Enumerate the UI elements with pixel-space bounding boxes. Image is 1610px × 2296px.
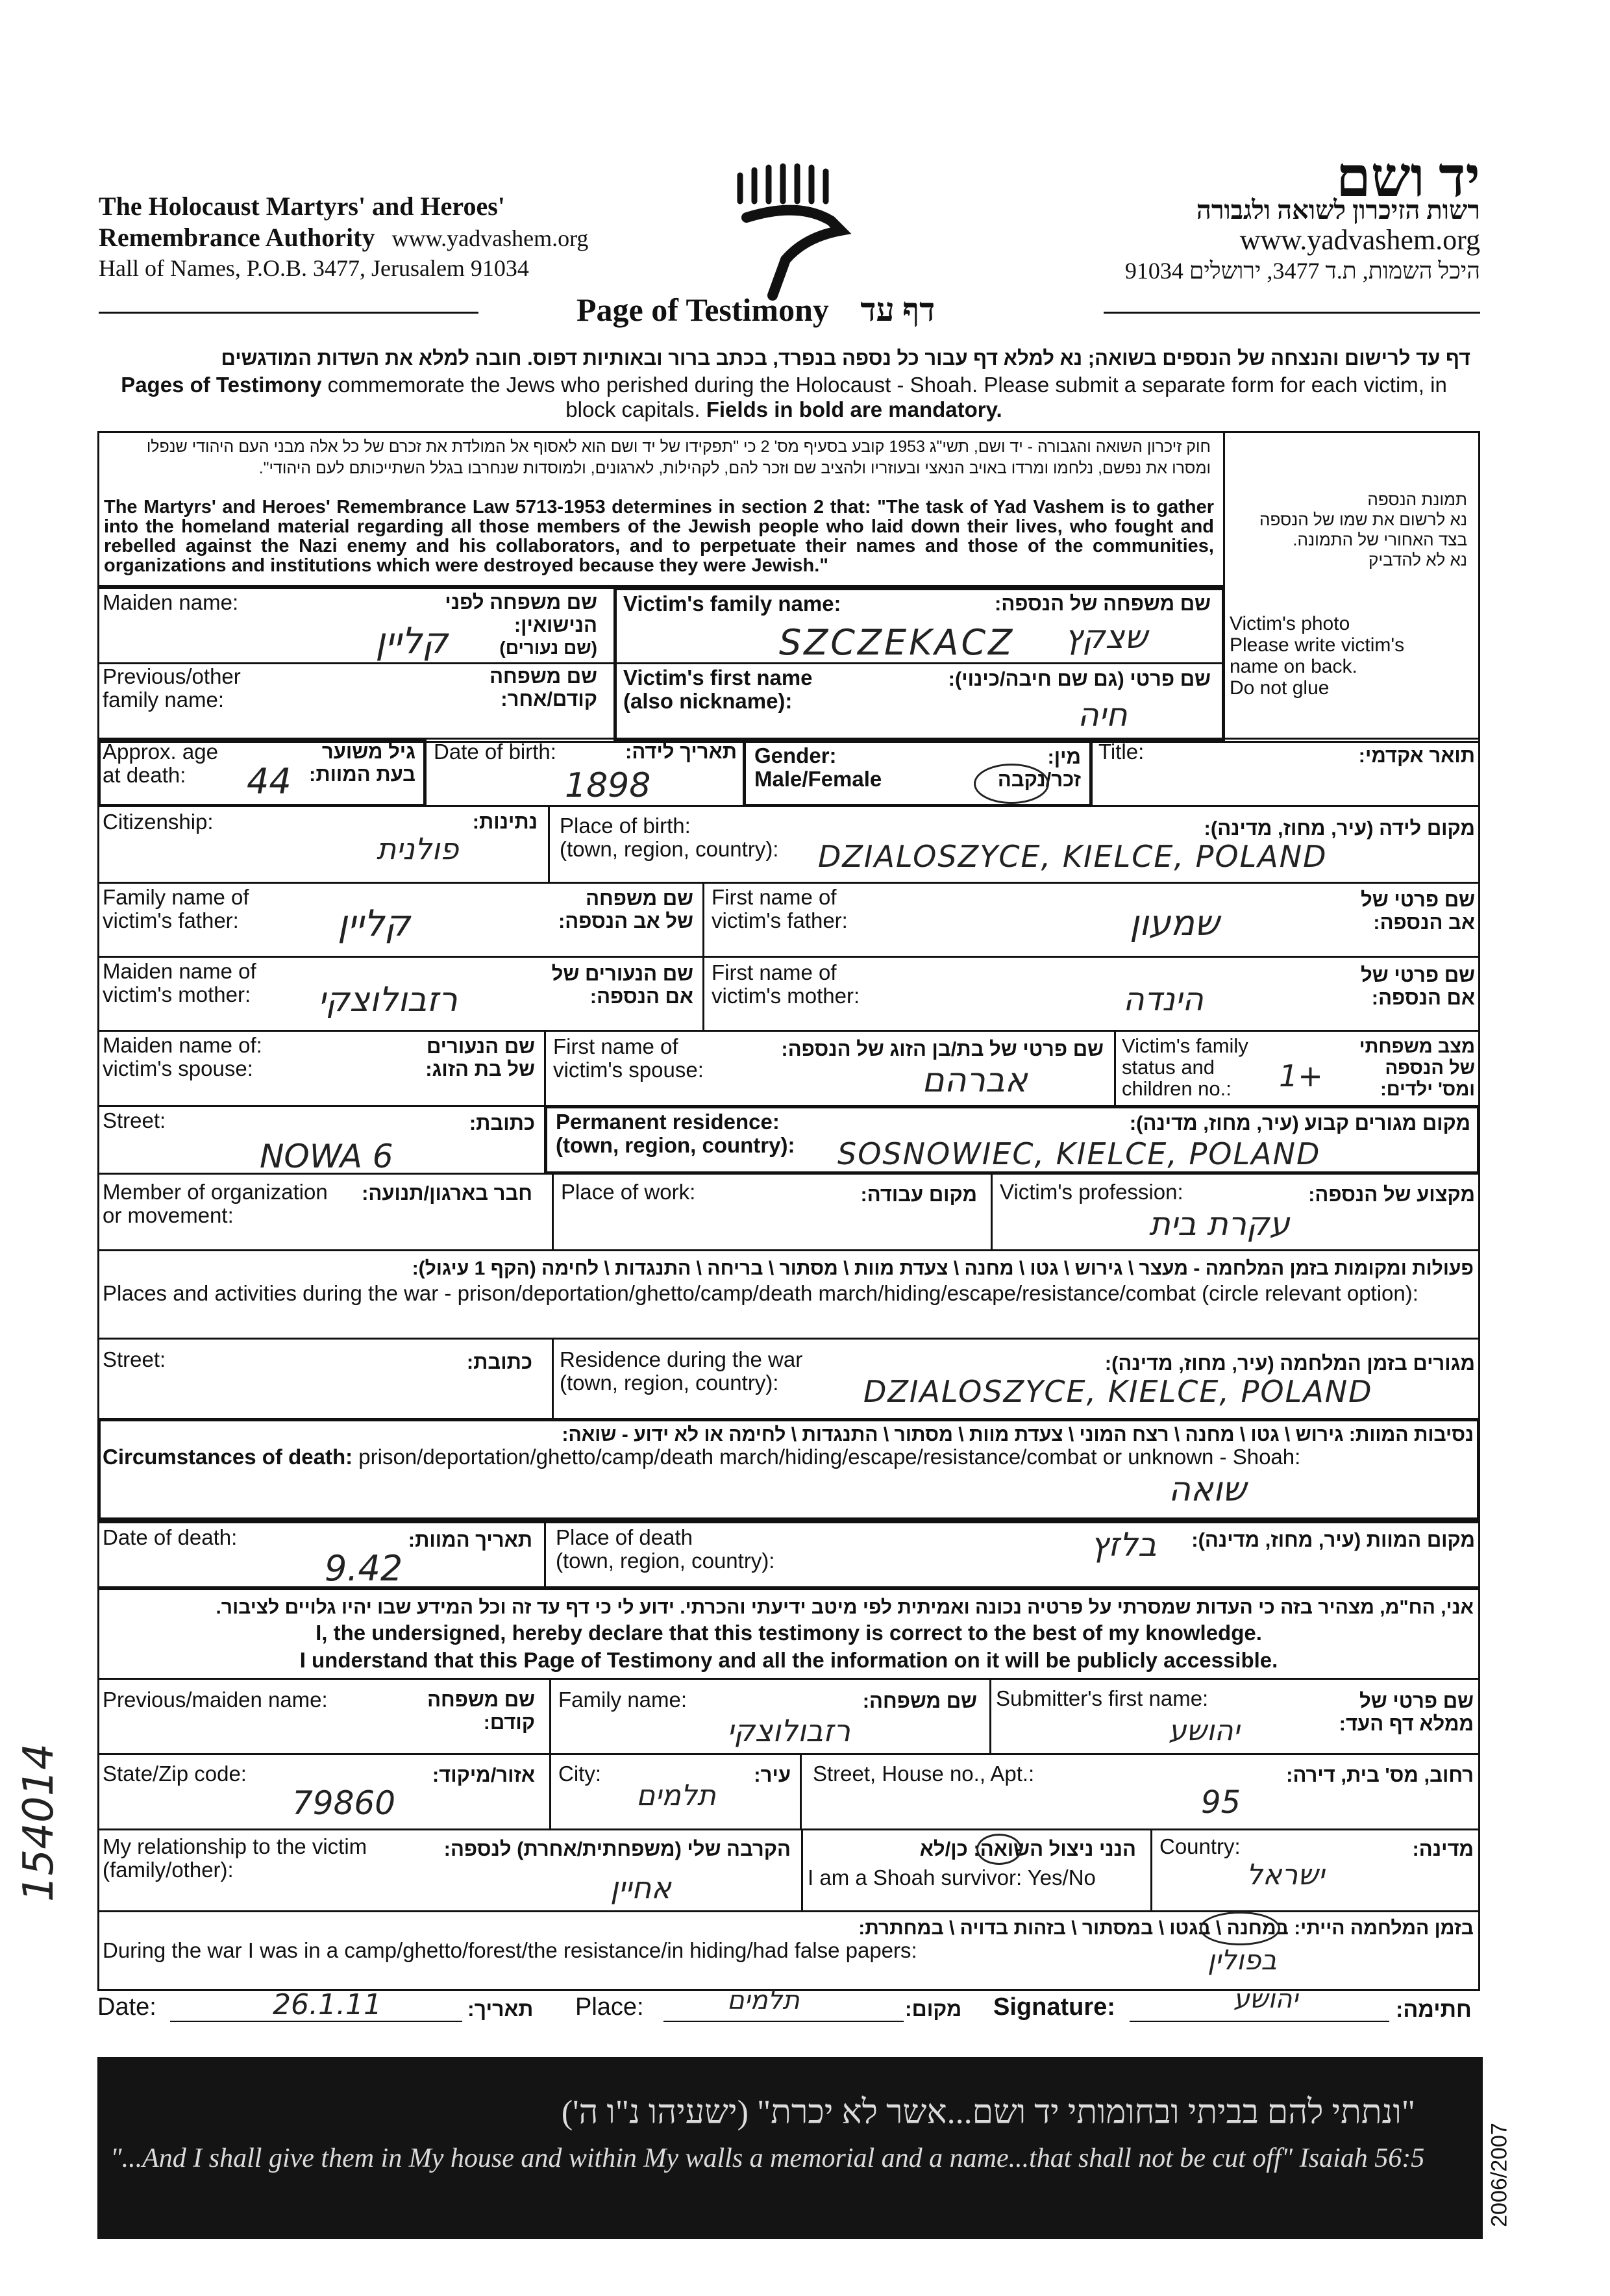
permanent-residence-value[interactable]: SOSNOWIEC, KIELCE, POLAND (837, 1136, 1321, 1171)
citizenship-value[interactable]: פולנית (377, 831, 459, 866)
photo-english (1230, 613, 1404, 699)
previous-family-name-he-2: קודם/אחר: (501, 688, 597, 710)
yad-vashem-logo-icon (727, 156, 857, 305)
profession-label: Victim's profession: (1000, 1180, 1183, 1204)
permanent-residence-label-2: (town, region, country): (556, 1133, 795, 1157)
photo-en-2: Please write victim's (1230, 634, 1405, 656)
submitter-street-he: רחוב, מס' בית, דירה: (1286, 1764, 1474, 1786)
divider (801, 1828, 803, 1910)
profession-value[interactable]: עקרת בית (1149, 1205, 1290, 1243)
family-status-value[interactable]: 1+ (1279, 1058, 1323, 1093)
submitter-street-value[interactable]: 95 (1201, 1784, 1241, 1821)
victim-first-name-value[interactable]: חיה (1078, 696, 1128, 734)
spouse-maiden-he-1: שם הנעורים (426, 1035, 535, 1058)
previous-family-name-label-1: Previous/other (103, 664, 241, 688)
intro-english (97, 373, 1470, 422)
photo-en-4: Do not glue (1230, 677, 1330, 699)
citizenship-he: נתינות: (472, 810, 538, 833)
mother-first-he-1: שם פרטי של (1361, 964, 1475, 986)
previous-family-name-he-1: שם משפחה (489, 665, 597, 688)
submitter-family-name-value[interactable]: רזבולוצקי (727, 1713, 850, 1748)
zip-he: אזור/מיקוד: (432, 1764, 535, 1786)
submitter-prev-name-he-1: שם משפחה (427, 1688, 535, 1711)
photo-he-1: תמונת הנספה (1367, 490, 1467, 509)
place-of-work-label: Place of work: (561, 1180, 696, 1204)
permanent-residence-label-1: Permanent residence: (556, 1110, 780, 1134)
place-of-work-he: מקום עבודה: (860, 1183, 977, 1206)
divider (989, 1678, 991, 1753)
header-right-line1: רשות הזיכרון לשואה ולגבורה (1196, 195, 1480, 225)
header-left-rule (99, 312, 478, 314)
declaration-en-1: I, the undersigned, hereby declare that this testimony is correct to the best of my knowledge. (316, 1621, 1262, 1645)
place-he: מקום: (905, 1997, 962, 2021)
year-label: 2006/2007 (1487, 2123, 1512, 2227)
photo-en-1: Victim's photo (1230, 613, 1350, 634)
spouse-first-he: שם פרטי של בת/בן הזוג של הנספה: (781, 1038, 1104, 1060)
divider (97, 1828, 1480, 1830)
maiden-name-he-2: (שם נעורים) (499, 638, 597, 658)
divider (544, 1519, 546, 1588)
place-label: Place: (575, 1993, 644, 2021)
organization-he: חבר בארגון/תנועה: (362, 1182, 532, 1204)
victim-family-name-he-value[interactable]: שצקץ (1065, 618, 1148, 656)
title-label: Title: (1098, 740, 1145, 764)
header-left-address: Hall of Names, P.O.B. 3477, Jerusalem 91034 (99, 255, 529, 281)
file-number: 154014 (15, 1743, 63, 1903)
page-title (576, 291, 935, 329)
father-family-label-2: victim's father: (103, 908, 239, 932)
spouse-maiden-label-1: Maiden name of: (103, 1033, 262, 1057)
place-value[interactable]: תלמים (727, 1986, 800, 2015)
divider (552, 1338, 554, 1418)
gender-circle[interactable] (974, 764, 1049, 804)
relationship-he: הקרבה שלי (משפחתית/אחרת) לנספה: (443, 1838, 791, 1860)
divider (97, 1753, 1480, 1755)
maiden-name-he-1: שם משפחה לפני הנישואין: (445, 591, 597, 636)
country-value[interactable]: ישראל (1246, 1858, 1325, 1891)
place-of-birth-value[interactable]: DZIALOSZYCE, KIELCE, POLAND (818, 839, 1328, 874)
father-family-label (103, 886, 249, 932)
age-label-1: Approx. age (103, 740, 218, 764)
submitter-family-name-he: שם משפחה: (862, 1690, 977, 1712)
father-family-he-1: שם משפחה (586, 887, 693, 910)
victim-family-name-he: שם משפחה של הנספה: (995, 592, 1211, 615)
family-status-label-3: children no.: (1122, 1077, 1232, 1100)
signature-underline (1130, 2021, 1389, 2022)
war-street-label: Street: (103, 1347, 166, 1371)
place-of-death-label (556, 1526, 774, 1573)
date-of-death-he: תאריך המוות: (408, 1529, 532, 1551)
victim-first-name-label-2: (also nickname): (623, 689, 793, 713)
header-left-line2 (99, 222, 588, 253)
age-value[interactable]: 44 (247, 761, 291, 802)
header-right-address: היכל השמות, ת.ד 3477, ירושלים 91034 (1124, 258, 1480, 284)
war-activities-en: Places and activities during the war - prison/deportation/ghetto/camp/death march/hiding/escape/resistance/combat (circle relevant option): (103, 1281, 1418, 1305)
circumstances-en-bold: Circumstances of death: (103, 1445, 353, 1469)
mother-first-he-2: אם הנספה: (1371, 986, 1475, 1009)
dob-he: תאריך לידה: (625, 740, 737, 763)
family-status-label (1122, 1035, 1248, 1099)
mother-maiden-label (103, 960, 256, 1006)
mother-maiden-he-2: אם הנספה: (589, 985, 693, 1008)
intro-en-bold: Pages of Testimony (121, 373, 322, 397)
submitter-first-name-he (1339, 1690, 1474, 1735)
intro-en-rest: commemorate the Jews who perished during the Holocaust - Shoah. Please submit a separate form for each victim, in block capitals. (327, 373, 1447, 421)
gender-he-1: מין: (1047, 745, 1081, 768)
date-of-death-value[interactable]: 9.42 (325, 1548, 403, 1589)
header-right-logo: יד ושם (1336, 146, 1480, 208)
signature-value[interactable]: יהושע (1233, 1984, 1298, 2014)
father-family-label-1: Family name of (103, 885, 249, 909)
war-place-en: During the war I was in a camp/ghetto/forest/the resistance/in hiding/had false papers: (103, 1938, 917, 1962)
family-status-he-1: מצב משפחתי (1359, 1036, 1475, 1057)
photo-he-4: נא לא להדביק (1368, 550, 1467, 569)
place-of-birth-he: מקום לידה (עיר, מחוז, מדינה): (1204, 817, 1475, 840)
victim-first-name-label (623, 666, 813, 713)
mother-first-label-2: victim's mother: (712, 984, 860, 1008)
divider (97, 1249, 1480, 1251)
header-right-rule (1104, 312, 1480, 314)
father-first-value[interactable]: שמעון (1130, 903, 1220, 943)
signature-label: Signature: (993, 1993, 1115, 2021)
mother-maiden-label-1: Maiden name of (103, 959, 256, 983)
family-status-he-3: ומס' ילדים: (1380, 1079, 1475, 1100)
gender-he-2: זכר/נקבה (997, 768, 1081, 791)
maiden-name-value[interactable]: קליין (375, 620, 448, 662)
page-title-en: Page of Testimony (576, 292, 829, 328)
authority-name: Remembrance Authority (99, 223, 375, 252)
spouse-first-label-2: victim's spouse: (553, 1058, 704, 1082)
divider (544, 1030, 546, 1105)
maiden-name-label: Maiden name: (103, 590, 239, 614)
submitter-first-name-label: Submitter's first name: (996, 1686, 1209, 1710)
law-english: The Martyrs' and Heroes' Remembrance Law 5713-1953 determines in section 2 that: "The task of Yad Vashem is to gather into the homeland material regarding all those members of the Jewish people who laid down their lives, who fought and rebelled against the Nazi enemy and his collaborators, and to perpetuate their names and those of the communities, organizations and institutions which were destroyed because they were Jewish." (104, 497, 1214, 576)
previous-family-name-label-2: family name: (103, 688, 225, 712)
intro-hebrew: דף עד לרישום והנצחה של הנספים בשואה; נא למלא דף עבור כל נספה בנפרד, בכתב ברור ובאותיות דפוס. חובה למלא את השדות המודגשים (221, 347, 1470, 369)
organization-label (103, 1180, 328, 1227)
father-first-label (712, 886, 848, 932)
father-first-he-1: שם פרטי של (1361, 888, 1475, 911)
father-family-he (558, 887, 693, 932)
citizenship-label: Citizenship: (103, 810, 214, 834)
date-label: Date: (97, 1993, 156, 2021)
mother-maiden-he (552, 962, 693, 1008)
submitter-prev-name-label: Previous/maiden name: (103, 1688, 328, 1712)
mother-first-label-1: First name of (712, 960, 837, 984)
divider (97, 1910, 1480, 1912)
war-place-value[interactable]: בפולין (1208, 1944, 1277, 1976)
title-he: תואר אקדמי: (1358, 744, 1475, 767)
war-place-circle[interactable] (1200, 1912, 1280, 1945)
permanent-residence-label (556, 1110, 795, 1157)
family-status-label-1: Victim's family (1122, 1034, 1248, 1057)
place-of-death-label-1: Place of death (556, 1525, 693, 1549)
street-label: Street: (103, 1108, 166, 1132)
street-he: כתובת: (469, 1112, 535, 1134)
spouse-first-label-1: First name of (553, 1034, 678, 1058)
war-street-he: כתובת: (466, 1351, 532, 1373)
war-residence-label (560, 1348, 802, 1395)
relationship-label (103, 1835, 367, 1882)
divider (800, 1753, 802, 1828)
divider (97, 1338, 1480, 1340)
zip-label: State/Zip code: (103, 1762, 247, 1786)
place-of-birth-label-1: Place of birth: (560, 814, 691, 838)
city-he: עיר: (754, 1764, 791, 1786)
gender-label-2: Male/Female (754, 767, 882, 791)
father-family-value[interactable]: קליין (338, 903, 410, 945)
photo-he-3: בצד האחורי של התמונה. (1293, 530, 1467, 549)
date-of-death-label: Date of death: (103, 1525, 238, 1549)
circumstances-en-rest: prison/deportation/ghetto/camp/death march/hiding/escape/resistance/combat or unknown - Shoah: (358, 1445, 1301, 1469)
divider (97, 1678, 1480, 1680)
family-status-he-2: של הנספה (1385, 1058, 1475, 1079)
circumstances-value[interactable]: שואה (1169, 1470, 1246, 1509)
war-residence-he: מגורים בזמן המלחמה (עיר, מחוז, מדינה): (1104, 1352, 1475, 1375)
date-value[interactable]: 26.1.11 (273, 1988, 382, 2021)
relationship-label-2: (family/other): (103, 1858, 234, 1882)
father-first-label-1: First name of (712, 885, 837, 909)
submitter-prev-name-he (427, 1688, 535, 1734)
father-first-he-2: אב הנספה: (1373, 911, 1475, 934)
submitter-prev-name-he-2: קודם: (483, 1711, 535, 1734)
divider (552, 1173, 554, 1249)
submitter-first-name-he-1: שם פרטי של (1359, 1690, 1474, 1712)
city-value[interactable]: תלמים (636, 1779, 716, 1812)
street-value[interactable]: NOWA 6 (260, 1138, 393, 1175)
spouse-maiden-label-2: victim's spouse: (103, 1056, 253, 1080)
mother-maiden-he-1: שם הנעורים של (551, 962, 693, 985)
victim-first-name-label-1: Victim's first name (623, 666, 813, 690)
dob-value[interactable]: 1898 (565, 766, 651, 805)
war-residence-value[interactable]: DZIALOSZYCE, KIELCE, POLAND (863, 1374, 1373, 1409)
country-label: Country: (1159, 1834, 1241, 1858)
father-first-he (1361, 888, 1475, 934)
declaration-en-2: I understand that this Page of Testimony and all the information on it will be publicly accessible. (299, 1648, 1278, 1672)
city-label: City: (558, 1762, 601, 1786)
divider (1114, 1030, 1116, 1105)
circumstances-en (103, 1445, 1472, 1469)
family-status-he (1359, 1036, 1475, 1101)
survivor-circle[interactable] (976, 1834, 1022, 1865)
age-label-2: at death: (103, 763, 186, 787)
organization-label-2: or movement: (103, 1203, 234, 1227)
submitter-family-name-label: Family name: (558, 1688, 687, 1712)
mother-maiden-value[interactable]: רזבולוצקי (318, 980, 458, 1019)
victim-family-name-value[interactable]: SZCZEKACZ (779, 622, 1015, 663)
mother-first-label (712, 961, 860, 1008)
divider (1150, 1828, 1152, 1910)
age-he (309, 740, 415, 786)
relationship-value[interactable]: אחיין (610, 1870, 671, 1905)
intro-en-mandatory: Fields in bold are mandatory. (706, 397, 1002, 421)
divider (991, 1173, 993, 1249)
zip-value[interactable]: 79860 (292, 1784, 396, 1822)
photo-hebrew (1259, 490, 1467, 570)
previous-family-name-he (489, 665, 597, 710)
place-of-death-label-2: (town, region, country): (556, 1549, 775, 1573)
place-of-birth-label (560, 814, 778, 861)
war-activities-he: פעולות ומקומות בזמן המלחמה - מעצר \ גירוש \ גטו \ מחנה \ צעדת מוות \ מסתור \ בריחה \ התנגדות \ לחימה (הקף 1 עיגול): (412, 1258, 1474, 1279)
permanent-residence-he: מקום מגורים קבוע (עיר, מחוז, מדינה): (1129, 1112, 1470, 1134)
war-residence-label-2: (town, region, country): (560, 1371, 779, 1395)
circumstances-he: נסיבות המוות: גירוש \ גטו \ מחנה \ רצח המוני \ צעדת מוות \ מסתור \ התנגדות \ לחימה או לא ידוע - שואה: (562, 1424, 1474, 1445)
banner-hebrew: "ונתתי להם בביתי ובחומותי יד ושם...אשר לא יכרת" (ישעיהו נ"ו ה') (561, 2094, 1415, 2131)
war-residence-label-1: Residence during the war (560, 1347, 803, 1371)
age-he-2: בעת המוות: (309, 763, 415, 786)
profession-he: מקצוע של הנספה: (1308, 1183, 1475, 1206)
date-he: תאריך: (467, 1997, 534, 2021)
divider (549, 1678, 551, 1828)
place-of-death-value[interactable]: בלזץ (1091, 1526, 1157, 1564)
divider (548, 805, 550, 882)
victim-family-name-label: Victim's family name: (623, 592, 841, 616)
survivor-en: I am a Shoah survivor: Yes/No (808, 1866, 1096, 1890)
mother-first-value[interactable]: הינדה (1123, 980, 1204, 1018)
mother-maiden-label-2: victim's mother: (103, 982, 251, 1006)
father-first-label-2: victim's father: (712, 908, 848, 932)
mother-first-he (1361, 964, 1475, 1009)
dob-label: Date of birth: (434, 740, 556, 764)
war-place-he: בזמן המלחמה הייתי: במחנה \ בגטו \ במסתור \ בזהות בדויה \ במחתרת: (858, 1917, 1474, 1939)
banner-english: "...And I shall give them in My house and within My walls a memorial and a name...that shall not be cut off" Isaiah 56:5 (110, 2143, 1425, 2173)
spouse-first-label (553, 1035, 704, 1082)
photo-en-3: name on back. (1230, 656, 1357, 677)
victim-first-name-he: שם פרטי (גם שם חיבה/כינוי): (948, 668, 1211, 690)
submitter-first-name-he-2: ממלא דף העד: (1339, 1712, 1474, 1735)
divider (97, 956, 1480, 958)
country-he: מדינה: (1412, 1838, 1474, 1860)
spouse-maiden-he (425, 1035, 535, 1080)
divider (702, 882, 704, 1030)
place-of-birth-label-2: (town, region, country): (560, 837, 779, 861)
place-underline (663, 2021, 904, 2022)
submitter-street-label: Street, House no., Apt.: (813, 1762, 1035, 1786)
signature-he: חתימה: (1396, 1997, 1472, 2022)
spouse-first-value[interactable]: אברהם (922, 1061, 1028, 1100)
age-label (103, 740, 218, 787)
family-status-label-2: status and (1122, 1056, 1215, 1079)
divider (97, 882, 1480, 884)
header-left-url: www.yadvashem.org (391, 225, 589, 251)
page-title-he: דף עד (860, 292, 935, 328)
organization-label-1: Member of organization (103, 1180, 328, 1204)
relationship-label-1: My relationship to the victim (103, 1834, 367, 1858)
spouse-maiden-he-2: של בת הזוג: (425, 1058, 535, 1080)
survivor-he: הנני ניצול השואה: כן/לא (919, 1838, 1136, 1860)
gender-label (754, 744, 882, 791)
gender-label-1: Gender: (754, 743, 837, 767)
header-left-line1: The Holocaust Martyrs' and Heroes' (99, 192, 505, 221)
divider (97, 1030, 1480, 1032)
declaration-he: אני, הח"מ, מצהיר בזה כי העדות שמסרתי על פרטיה נכונה ואמיתית לפי מיטב ידיעתי והכרתי. ידוע לי כי דף עד זה וכל המידע שבו יהיו גלויים לציבור. (216, 1597, 1474, 1618)
previous-family-name-label (103, 665, 241, 712)
header-right-url: www.yadvashem.org (1239, 224, 1480, 256)
age-he-1: גיל משוער (321, 740, 415, 763)
place-of-death-he: מקום המוות (עיר, מחוז, מדינה): (1191, 1529, 1475, 1551)
submitter-first-name-value[interactable]: יהושע (1169, 1714, 1240, 1747)
law-hebrew: חוק זיכרון השואה והגבורה - יד ושם, תשי"ג 1953 קובע בסעיף מס' 2 כי "תפקידו של יד ושם הוא לאסוף אל המולדת את זכרם של כל אלה מבני העם היהודי שנפלו ומסרו את נפשם, נלחמו ומרדו באויב הנאצי ובעוזריו ולהציב שם וזכר להם, לקהילות, לארגונים, ולמוסדות שנחרבו בגלל השתייכותם לעם היהודי". (146, 438, 1211, 477)
father-family-he-2: של אב הנספה: (558, 910, 693, 932)
spouse-maiden-label (103, 1034, 262, 1080)
photo-he-2: נא לרשום את שמו של הנספה (1259, 510, 1467, 529)
